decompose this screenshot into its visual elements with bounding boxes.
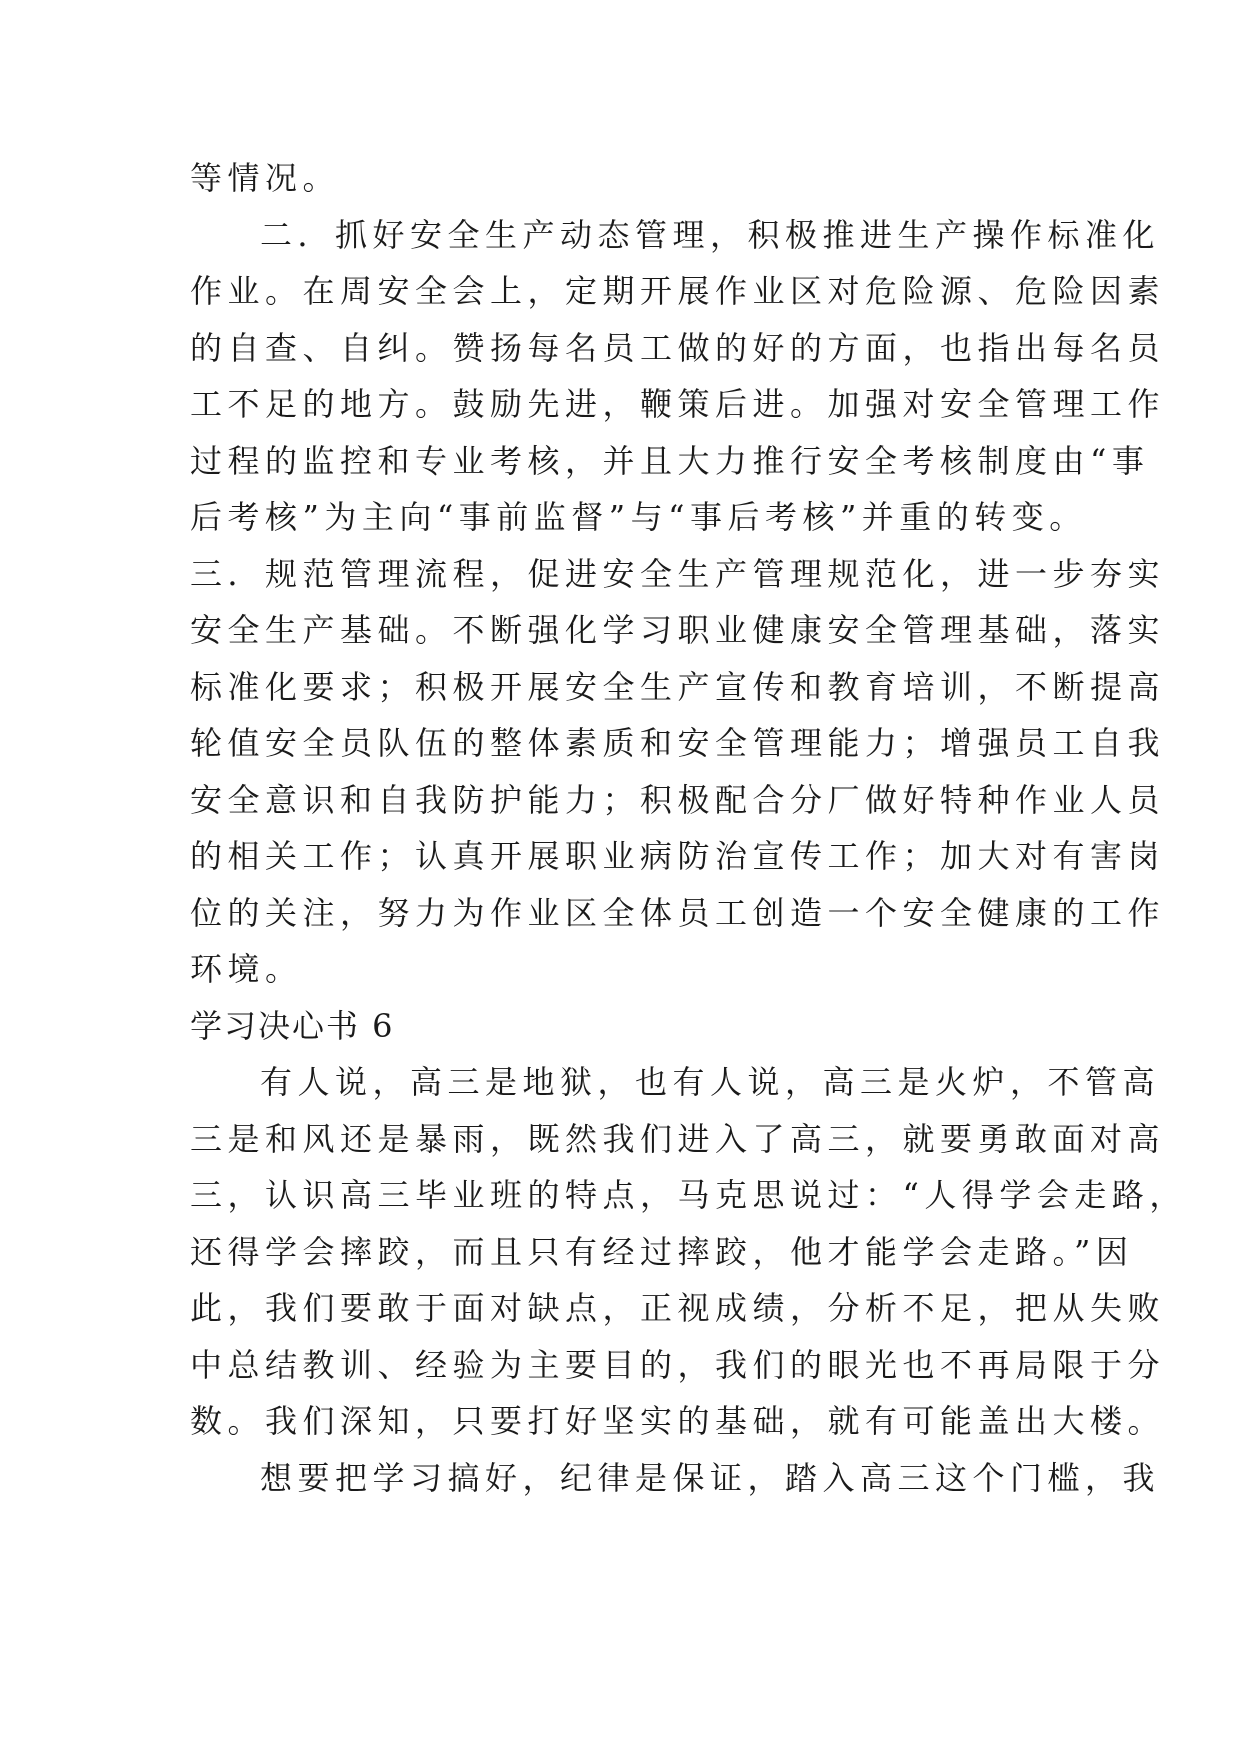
text-line: 还得学会摔跤，而且只有经过摔跤，他才能学会走路。”因	[190, 1232, 1134, 1271]
section-heading: 学习决心书 6	[190, 1006, 395, 1045]
text-line: 标准化要求；积极开展安全生产宣传和教育培训，不断提高	[190, 667, 1166, 706]
text-line: 安全生产基础。不断强化学习职业健康安全管理基础，落实	[190, 611, 1166, 649]
text-line: 三是和风还是暴雨，既然我们进入了高三，就要勇敢面对高	[190, 1119, 1166, 1158]
text-line: 数。我们深知，只要打好坚实的基础，就有可能盖出大楼。	[190, 1402, 1166, 1440]
text-line: 的相关工作；认真开展职业病防治宣传工作；加大对有害岗	[190, 837, 1166, 875]
text-line: 安全意识和自我防护能力；积极配合分厂做好特种作业人员	[190, 780, 1166, 819]
text-line: 三，认识高三毕业班的特点，马克思说过：“人得学会走路，	[190, 1176, 1187, 1214]
text-line: 位的关注，努力为作业区全体员工创造一个安全健康的工作	[190, 893, 1166, 932]
paragraph-start-line: 想要把学习搞好，纪律是保证，踏入高三这个门槛，我	[260, 1458, 1161, 1497]
text-line: 中总结教训、经验为主要目的，我们的眼光也不再局限于分	[190, 1345, 1166, 1384]
text-line: 环境。	[190, 950, 303, 988]
text-line: 此，我们要敢于面对缺点，正视成绩，分析不足，把从失败	[190, 1289, 1166, 1327]
text-line: 后考核”为主向“事前监督”与“事后考核”并重的转变。	[190, 498, 1087, 536]
text-line: 等情况。	[190, 159, 341, 197]
paragraph-start-line: 有人说，高三是地狱，也有人说，高三是火炉，不管高	[260, 1063, 1161, 1101]
text-line: 的自查、自纠。赞扬每名员工做的好的方面，也指出每名员	[190, 328, 1166, 367]
document-page	[190, 150, 1187, 1506]
text-line: 轮值安全员队伍的整体素质和安全管理能力；增强员工自我	[190, 724, 1166, 762]
paragraph-start-line: 三．规范管理流程，促进安全生产管理规范化，进一步夯实	[190, 554, 1166, 593]
paragraph-start-line: 二．抓好安全生产动态管理，积极推进生产操作标准化	[260, 215, 1161, 254]
text-line: 过程的监控和专业考核，并且大力推行安全考核制度由“事	[190, 441, 1150, 480]
text-line: 工不足的地方。鼓励先进，鞭策后进。加强对安全管理工作	[190, 385, 1166, 423]
text-line: 作业。在周安全会上，定期开展作业区对危险源、危险因素	[190, 272, 1166, 310]
